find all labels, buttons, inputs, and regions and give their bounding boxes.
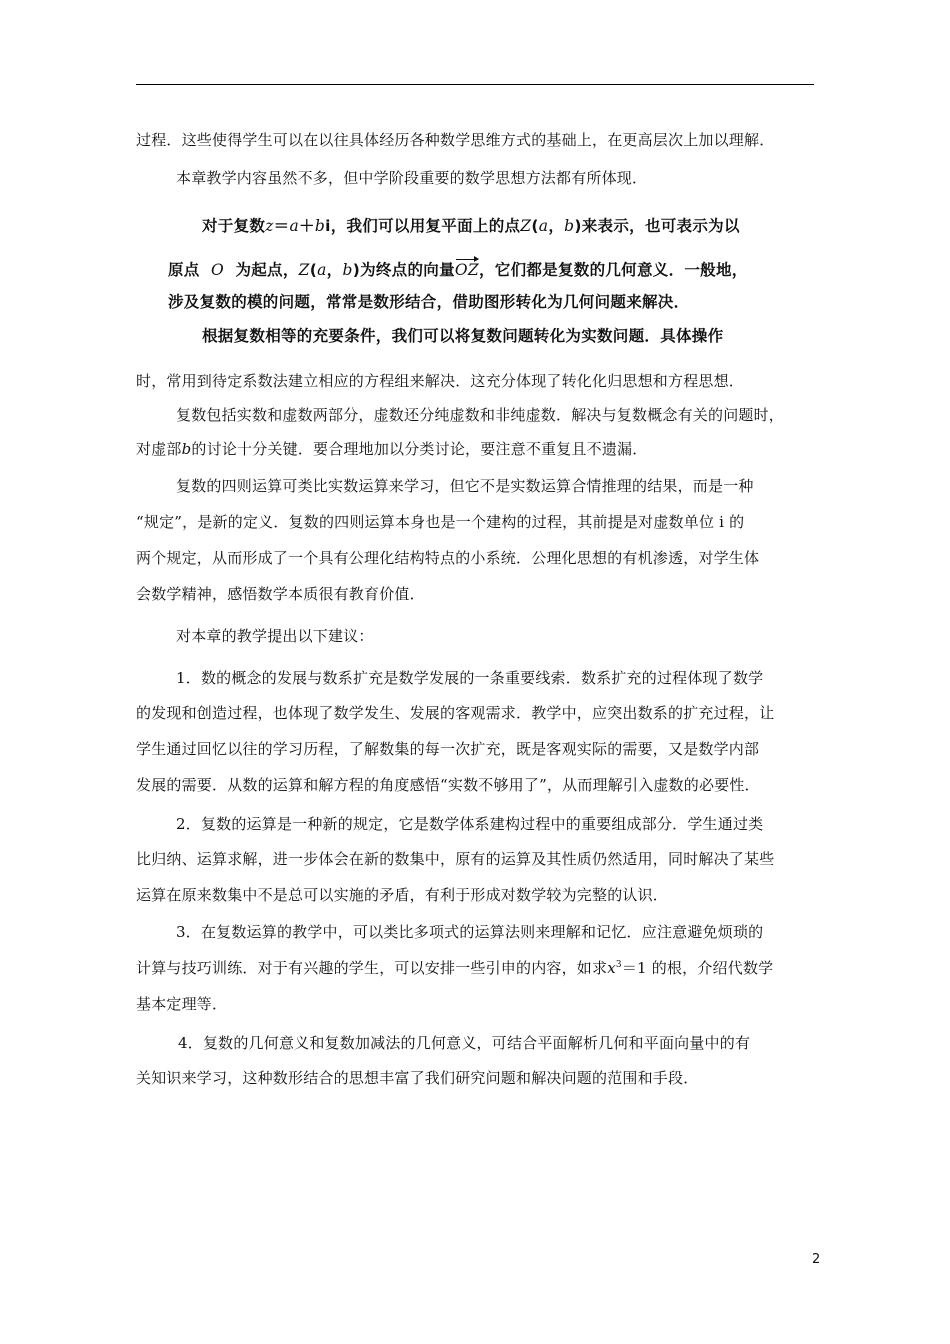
- text-line: 本章教学内容虽然不多，但中学阶段重要的数学思想方法都有所体现．: [176, 169, 648, 187]
- text-line: 对本章的教学提出以下建议：: [176, 627, 374, 645]
- text-line: 过程．这些使得学生可以在以往具体经历各种数学思维方式的基础上，在更高层次上加以理解．: [136, 131, 775, 149]
- text-line: 对虚部b的讨论十分关键．要合理地加以分类讨论，要注意不重复且不遗漏．: [136, 440, 648, 458]
- header-rule: [136, 84, 814, 85]
- text-line: 基本定理等．: [136, 995, 228, 1013]
- text-line: “规定”，是新的定义．复数的四则运算本身也是一个建构的过程，其前提是对虚数单位 i 的: [136, 513, 745, 531]
- text-line: 4．复数的几何意义和复数加减法的几何意义，可结合平面解析几何和平面向量中的有: [178, 1034, 751, 1052]
- page-number: 2: [812, 1252, 821, 1267]
- text-line: 比归纳、运算求解，进一步体会在新的数集中，原有的运算及其性质仍然适用，同时解决了某些: [136, 850, 775, 868]
- text-line: 3．在复数运算的教学中，可以类比多项式的运算法则来理解和记忆．应注意避免烦琐的: [176, 923, 764, 941]
- text-line: 根据复数相等的充要条件，我们可以将复数问题转化为实数问题．具体操作: [202, 327, 724, 345]
- text-line: 运算在原来数集中不是总可以实施的矛盾，有利于形成对数学较为完整的认识．: [136, 886, 669, 904]
- text-line: 发展的需要．从数的运算和解方程的角度感悟“实数不够用了”，从而理解引入虚数的必要性．: [136, 776, 760, 794]
- text-line: 原点 O 为起点，Z(a，b)为终点的向量OZ，它们都是复数的几何意义．一般地，: [168, 261, 748, 279]
- text-line: 时，常用到待定系数法建立相应的方程组来解决．这充分体现了转化化归思想和方程思想．: [136, 372, 745, 390]
- text-line: 1．数的概念的发展与数系扩充是数学发展的一条重要线索．数系扩充的过程体现了数学: [176, 669, 764, 687]
- text-line: 两个规定，从而形成了一个具有公理化结构特点的小系统．公理化思想的有机渗透，对学生体: [136, 549, 760, 567]
- text-line: 学生通过回忆以往的学习历程，了解数集的每一次扩充，既是客观实际的需要，又是数学内部: [136, 740, 760, 758]
- text-line: 计算与技巧训练．对于有兴趣的学生，可以安排一些引申的内容，如求$x^3=1$ 的根，介绍代数学: [136, 959, 774, 977]
- text-line: 复数的四则运算可类比实数运算来学习，但它不是实数运算合情推理的结果，而是一种: [176, 477, 754, 495]
- text-line: 复数包括实数和虚数两部分，虚数还分纯虚数和非纯虚数．解决与复数概念有关的问题时，: [176, 406, 785, 424]
- text-line: 关知识来学习，这种数形结合的思想丰富了我们研究问题和解决问题的范围和手段．: [136, 1069, 699, 1087]
- text-line: 的发现和创造过程，也体现了数学发生、发展的客观需求．教学中，应突出数系的扩充过程，让: [136, 704, 775, 722]
- text-line: 2．复数的运算是一种新的规定，它是数学体系建构过程中的重要组成部分．学生通过类: [176, 815, 764, 833]
- text-line: 会数学精神，感悟数学本质很有教育价值．: [136, 585, 425, 603]
- text-line: 对于复数z＝a＋bi，我们可以用复平面上的点Z(a，b)来表示，也可表示为以: [202, 217, 740, 235]
- text-line: 涉及复数的模的问题，常常是数形结合，借助图形转化为几何问题来解决．: [168, 293, 690, 311]
- vector-oz: OZ: [454, 261, 479, 279]
